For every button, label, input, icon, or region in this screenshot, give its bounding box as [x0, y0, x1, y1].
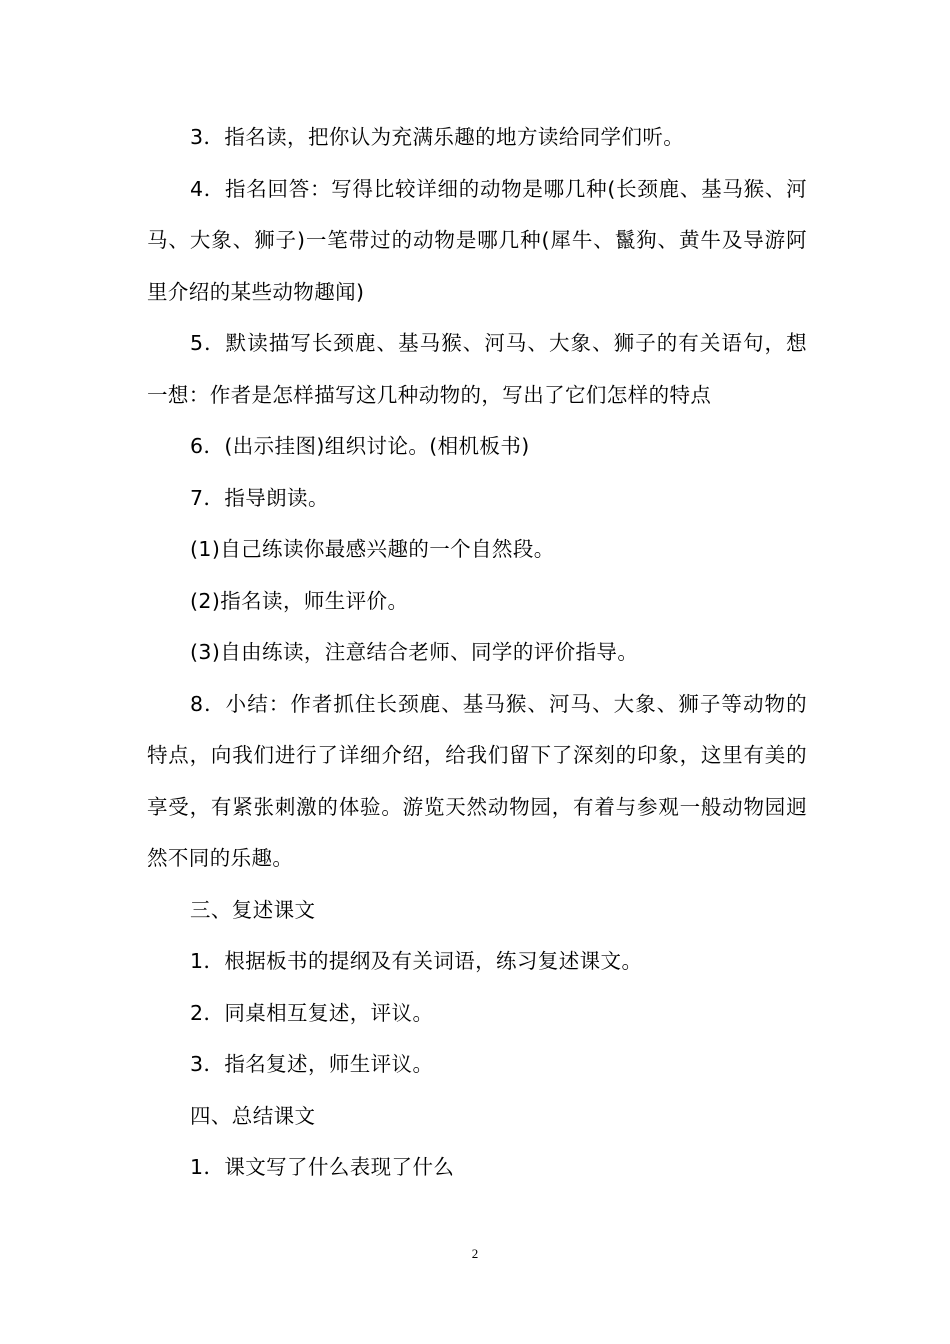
paragraph: 3．指名读，把你认为充满乐趣的地方读给同学们听。: [190, 125, 685, 149]
paragraph: (3)自由练读，注意结合老师、同学的评价指导。: [190, 640, 639, 664]
paragraph: 5．默读描写长颈鹿、基马猴、河马、大象、狮子的有关语句，想一想：作者是怎样描写这几种动物的，写出了它们怎样的特点: [147, 331, 807, 407]
paragraph: 6．(出示挂图)组织讨论。(相机板书): [190, 434, 530, 458]
paragraph: 4．指名回答：写得比较详细的动物是哪几种(长颈鹿、基马猴、河马、大象、狮子)一笔带过的动物是哪几种(犀牛、鬣狗、黄牛及导游阿里介绍的某些动物趣闻): [147, 176, 807, 304]
paragraph: 1．课文写了什么表现了什么: [190, 1155, 455, 1179]
paragraph: 1．根据板书的提纲及有关词语，练习复述课文。: [190, 949, 643, 973]
page-number: 2: [471, 1246, 479, 1261]
paragraph: (1)自己练读你最感兴趣的一个自然段。: [190, 537, 555, 561]
paragraph: 2．同桌相互复述，评议。: [190, 1000, 434, 1025]
section-heading: 三、复述课文: [190, 897, 316, 922]
paragraph: 8．小结：作者抓住长颈鹿、基马猴、河马、大象、狮子等动物的特点，向我们进行了详细介绍，给我们留下了深刻的印象，这里有美的享受，有紧张刺激的体验。游览天然动物园，有着与参观一般动物园迥然不同的乐趣。: [147, 691, 807, 870]
paragraph: 7．指导朗读。: [190, 485, 329, 510]
paragraph: 3．指名复述，师生评议。: [190, 1052, 434, 1076]
paragraph: (2)指名读，师生评价。: [190, 588, 409, 613]
document-body: [147, 112, 807, 1194]
section-heading: 四、总结课文: [190, 1103, 316, 1128]
